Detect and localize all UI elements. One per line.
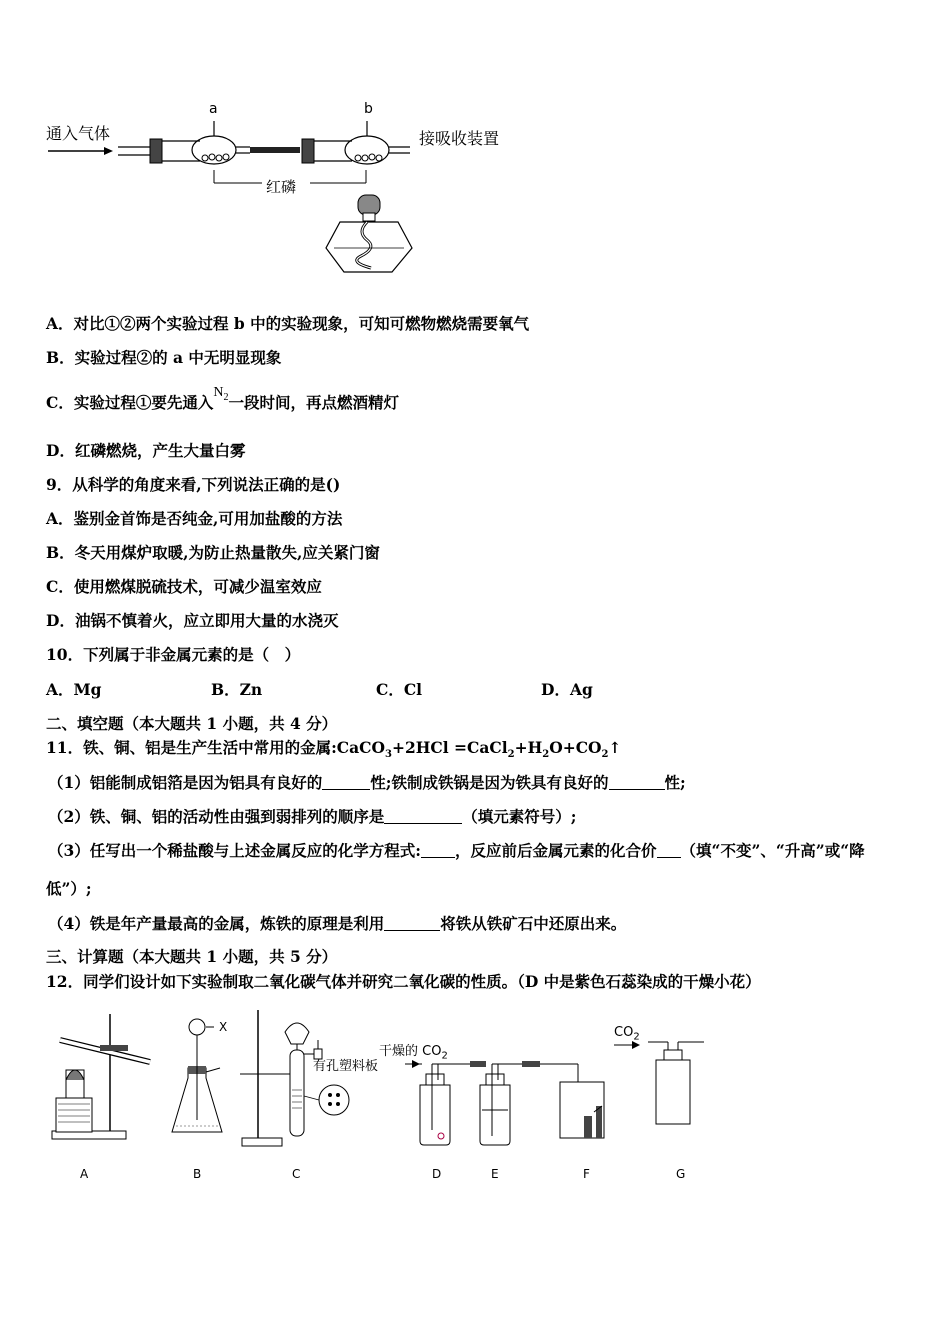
q11-part1-pre: （1）铝能制成铝箔是因为铝具有良好的 bbox=[48, 773, 323, 792]
label-apparatus-e: E bbox=[491, 1167, 499, 1181]
q8-option-b: B．实验过程②的 a 中无明显现象 bbox=[46, 348, 282, 367]
q8-option-c-pre: C．实验过程①要先通入 bbox=[46, 393, 214, 412]
q11-part2-pre: （2）铁、铜、铝的活动性由强到弱排列的顺序是 bbox=[48, 807, 385, 826]
section2-title: 二、填空题（本大题共 1 小题，共 4 分） bbox=[46, 714, 338, 733]
q9-stem: 9．从科学的角度来看,下列说法正确的是() bbox=[46, 475, 341, 494]
q11-part3-pre: （3）任写出一个稀盐酸与上述金属反应的化学方程式: bbox=[48, 841, 422, 860]
q10-stem: 10．下列属于非金属元素的是（ ） bbox=[46, 645, 301, 664]
q8-option-c-post: 一段时间，再点燃酒精灯 bbox=[228, 393, 399, 412]
q11-stem: 11．铁、铜、铝是生产生活中常用的金属:CaCO$_3$+2HCl $=CaCl_2+H_2O+CO_2↑$ bbox=[46, 738, 622, 761]
label-co2 bbox=[614, 1025, 640, 1043]
label-apparatus-b: B bbox=[193, 1167, 202, 1181]
label-absorber: 接吸收装置 bbox=[419, 129, 500, 148]
label-red-phosphorus: 红磷 bbox=[266, 178, 297, 196]
n2-formula-subscript: 2 bbox=[223, 391, 229, 403]
q11-part3-mid: ，反应前后金属元素的化合价 bbox=[455, 841, 657, 860]
label-apparatus-f: F bbox=[583, 1167, 590, 1181]
q11-part4-pre: （4）铁是年产量最高的金属，炼铁的原理是利用 bbox=[48, 914, 385, 933]
q8-option-d: D．红磷燃烧，产生大量白雾 bbox=[46, 441, 246, 460]
label-co2-text: CO bbox=[614, 1025, 634, 1040]
q11-part2-post: （填元素符号）; bbox=[462, 807, 577, 826]
q8-option-a: A．对比①②两个实验过程 b 中的实验现象，可知可燃物燃烧需要氧气 bbox=[46, 314, 530, 333]
q11-part3-continued: 低”）; bbox=[46, 879, 92, 898]
label-apparatus-c: C bbox=[292, 1167, 301, 1181]
q10-option-b: B．Zn bbox=[211, 680, 263, 699]
q11-stem-pre: 11．铁、铜、铝是生产生活中常用的金属:CaCO bbox=[46, 738, 386, 757]
label-apparatus-g: G bbox=[676, 1167, 686, 1181]
label-co2-sub: 2 bbox=[633, 1031, 640, 1043]
label-perforated-plate: 有孔塑料板 bbox=[313, 1059, 379, 1074]
q10-option-d: D．Ag bbox=[541, 680, 593, 699]
label-x: X bbox=[219, 1020, 228, 1034]
q12-stem: 12．同学们设计如下实验制取二氧化碳气体并研究二氧化碳的性质。（D 中是紫色石蕊染成的干燥小花） bbox=[46, 972, 761, 991]
q11-part1-mid: 性;铁制成铁锅是因为铁具有良好的 bbox=[370, 773, 609, 792]
label-a: a bbox=[209, 101, 218, 117]
q10-option-a: A．Mg bbox=[46, 680, 102, 699]
q9-option-b: B．冬天用煤炉取暖,为防止热量散失,应关紧门窗 bbox=[46, 543, 380, 562]
q11-part4-post: 将铁从铁矿石中还原出来。 bbox=[440, 914, 627, 933]
section3-title: 三、计算题（本大题共 1 小题，共 5 分） bbox=[46, 947, 338, 966]
q9-option-a: A．鉴别金首饰是否纯金,可用加盐酸的方法 bbox=[46, 509, 343, 528]
n2-formula-symbol: N bbox=[213, 385, 224, 400]
q10-option-c: C．Cl bbox=[376, 680, 423, 699]
label-dry-co2-sub: 2 bbox=[441, 1050, 448, 1062]
q9-option-d: D．油锅不慎着火，应立即用大量的水浇灭 bbox=[46, 611, 339, 630]
label-apparatus-a: A bbox=[80, 1167, 89, 1181]
q11-part1-post: 性; bbox=[664, 773, 686, 792]
label-b: b bbox=[364, 101, 373, 117]
q11-stem-arrow: ↑ bbox=[608, 738, 622, 757]
q11-part3-post: （填“不变”、“升高”或“降 bbox=[680, 841, 865, 860]
label-dry-co2 bbox=[379, 1040, 448, 1062]
label-dry-co2-text: 干燥的 CO bbox=[379, 1044, 442, 1059]
label-apparatus-d: D bbox=[432, 1167, 442, 1181]
label-inlet-gas: 通入气体 bbox=[46, 124, 111, 143]
q9-option-c: C．使用燃煤脱硫技术，可减少温室效应 bbox=[46, 577, 322, 596]
